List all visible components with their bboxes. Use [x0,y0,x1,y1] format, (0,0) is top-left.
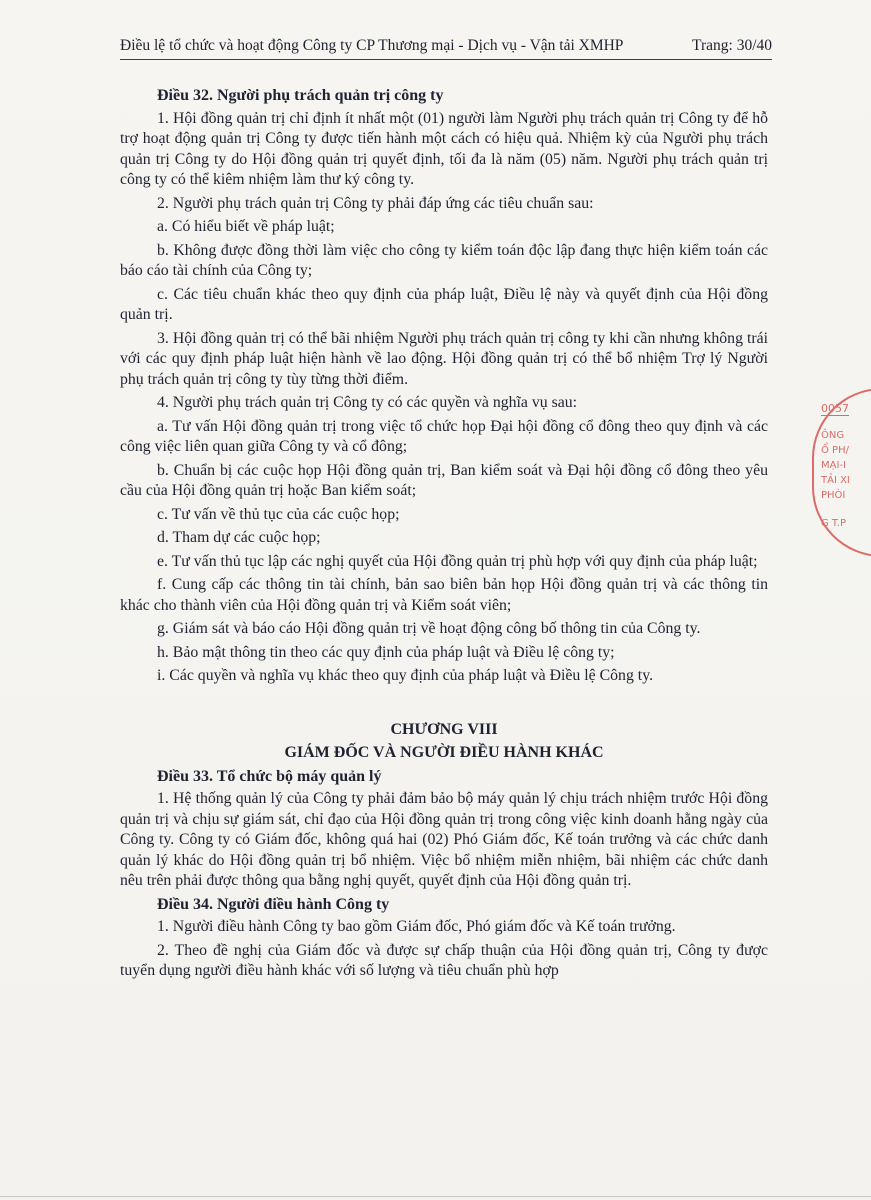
stamp-text-line: TẢI XI [821,475,850,486]
article-32-clause-4h: h. Bảo mật thông tin theo các quy định của pháp luật và Điều lệ công ty; [157,643,615,661]
article-32-clause-2a: a. Có hiểu biết về pháp luật; [157,218,335,235]
chapter-number: CHƯƠNG VIII [390,720,498,738]
article-32-clause-4a: a. Tư vấn Hội đồng quản trị trong việc tổ chức họp Đại hội đồng cổ đông theo quy định và các công việc liên quan giữa Công ty và cổ đông; [120,417,768,455]
article-32-clause-4i: i. Các quyền và nghĩa vụ khác theo quy định của pháp luật và Điều lệ Công ty. [157,667,654,684]
article-32-clause-4f: f. Cung cấp các thông tin tài chính, bản sao biên bản họp Hội đồng quản trị và các thông tin khác cho thành viên của Hội đồng quản trị và Kiểm soát viên; [120,576,768,614]
company-seal-stamp [812,388,871,557]
article-32-clause-2c: c. Các tiêu chuẩn khác theo quy định của pháp luật, Điều lệ này và quyết định của Hội đồng quản trị. [120,285,768,323]
article-34-clause-2: 2. Theo đề nghị của Giám đốc và được sự chấp thuận của Hội đồng quản trị, Công ty được tuyển dụng người điều hành khác với số lượng và tiêu chuẩn phù hợp [120,941,768,979]
stamp-text-line: PHÒI [821,490,846,501]
stamp-text-line: G T.P [821,518,847,529]
header-title: Điều lệ tổ chức và hoạt động Công ty CP Thương mại - Dịch vụ - Vận tải XMHP [120,37,624,54]
stamp-text-line: ÔNG [821,430,845,441]
section-spacer [120,690,768,720]
article-33-clause-1: 1. Hệ thống quản lý của Công ty phải đảm bảo bộ máy quản lý chịu trách nhiệm trước Hội đồng quản trị và chịu sự giám sát, chỉ đạo của Hội đồng quản trị trong công việc kinh doanh hằng ngày của Công ty. Công ty có Giám đốc, không quá hai (02) Phó Giám đốc, Kế toán trưởng và các chức danh quản lý khác do Hội đồng quản trị bổ nhiệm. Việc bổ nhiệm miễn nhiệm, bãi nhiệm các chức danh nêu trên phải được thông qua bằng nghị quyết, quyết định của Hội đồng quản trị. [120,790,768,889]
stamp-number: 0057 [821,402,849,415]
article-32-clause-2b: b. Không được đồng thời làm việc cho công ty kiểm toán độc lập đang thực hiện kiểm toán các báo cáo tài chính của Công ty; [120,241,768,279]
article-32-clause-4c: c. Tư vấn về thủ tục của các cuộc họp; [157,505,400,523]
stamp-text-line: MẠI-I [821,460,846,471]
article-32-clause-3: 3. Hội đồng quản trị có thể bãi nhiệm Người phụ trách quản trị công ty khi cần nhưng không trái với các quy định pháp luật hiện hành về lao động. Hội đồng quản trị có thể bổ nhiệm Trợ lý Người phụ trách quản trị công ty tùy từng thời điểm. [120,329,768,388]
article-32-clause-4b: b. Chuẩn bị các cuộc họp Hội đồng quản trị, Ban kiểm soát và Đại hội đồng cổ đông theo yêu cầu của Hội đồng quản trị hoặc Ban kiểm soát; [120,461,768,499]
article-32-clause-4d: d. Tham dự các cuộc họp; [157,529,321,546]
article-32-clause-4e: e. Tư vấn thủ tục lập các nghị quyết của Hội đồng quản trị phù hợp với quy định của pháp luật; [157,552,758,570]
stamp-text-line: Ổ PH/ [821,445,849,456]
article-32-clause-1: 1. Hội đồng quản trị chỉ định ít nhất một (01) người làm Người phụ trách quản trị Công ty để hỗ trợ hoạt động quản trị Công ty được tiến hành một cách có hiệu quả. Nhiệm kỳ của Người phụ trách quản trị Công ty do Hội đồng quản trị quyết định, tối đa là năm (05) năm. Người phụ trách quản trị công ty có thể kiêm nhiệm làm thư ký công ty. [120,109,768,188]
article-32-clause-4g: g. Giám sát và báo cáo Hội đồng quản trị về hoạt động công bố thông tin của Công ty. [157,620,701,637]
page-number: Trang: 30/40 [692,37,772,54]
article-34-clause-1: 1. Người điều hành Công ty bao gồm Giám đốc, Phó giám đốc và Kế toán trưởng. [157,918,676,935]
scan-edge-line [0,1196,871,1197]
chapter-title: GIÁM ĐỐC VÀ NGƯỜI ĐIỀU HÀNH KHÁC [284,744,604,761]
document-body [120,86,768,985]
article-32-clause-4: 4. Người phụ trách quản trị Công ty có các quyền và nghĩa vụ sau: [157,394,578,411]
article-34-heading: Điều 34. Người điều hành Công ty [157,895,390,913]
article-32-heading: Điều 32. Người phụ trách quản trị công ty [157,87,444,104]
article-33-heading: Điều 33. Tổ chức bộ máy quản lý [157,767,382,785]
page-header [120,36,772,60]
article-32-clause-2: 2. Người phụ trách quản trị Công ty phải đáp ứng các tiêu chuẩn sau: [157,194,594,212]
